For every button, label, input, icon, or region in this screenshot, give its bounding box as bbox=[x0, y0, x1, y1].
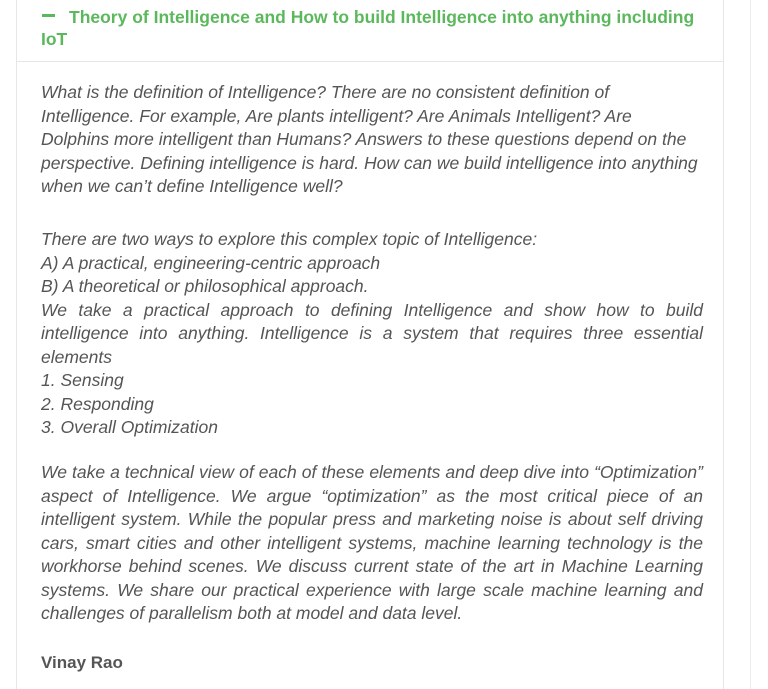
page-divider bbox=[750, 0, 751, 689]
way-a-item: A) A practical, engineering-centric approach bbox=[41, 252, 381, 273]
panel-header[interactable] bbox=[17, 0, 723, 62]
author-name: Vinay Rao bbox=[41, 653, 123, 672]
element-sensing-item: 1. Sensing bbox=[41, 370, 124, 390]
session-panel bbox=[16, 0, 724, 689]
conclusion-paragraph: We take a technical view of each of these elements and deep dive into “Optimization” aspect of Intelligence. We argue “optimization” as the most critical piece of an intelligent system. While the popular press and marketing noise is about self driving cars, smart cities and other intelligent systems, machine learning technology is the workhorse behind scenes. We discuss current state of the art in Machine Learning systems. We share our practical experience with large scale machine learning and challenges of parallelism both at model and data level. bbox=[41, 462, 703, 623]
way-b-item: B) A theoretical or philosophical approach. bbox=[41, 276, 369, 296]
approach-paragraph: We take a practical approach to defining Intelligence and show how to build intelligence into anything. Intelligence is a system that requires three essential elements bbox=[41, 299, 703, 367]
element-responding-item: 2. Responding bbox=[41, 393, 154, 414]
intro-paragraph: What is the definition of Intelligence? There are no consistent definition of Intelligence. For example, Are plants intelligent? Are Animals Intelligent? Are Dolphins more intelligent than Humans? Answers to these questions depend on the perspective. Defining intelligence is hard. How can we build intelligence into anything when we can’t define Intelligence well? bbox=[41, 82, 698, 196]
section-title[interactable]: Theory of Intelligence and How to build Intelligence into anything including IoT bbox=[41, 7, 695, 49]
approach-block bbox=[41, 228, 703, 440]
ways-intro-line: There are two ways to explore this complex topic of Intelligence: bbox=[41, 229, 538, 249]
element-optimization-item: 3. Overall Optimization bbox=[41, 417, 219, 437]
